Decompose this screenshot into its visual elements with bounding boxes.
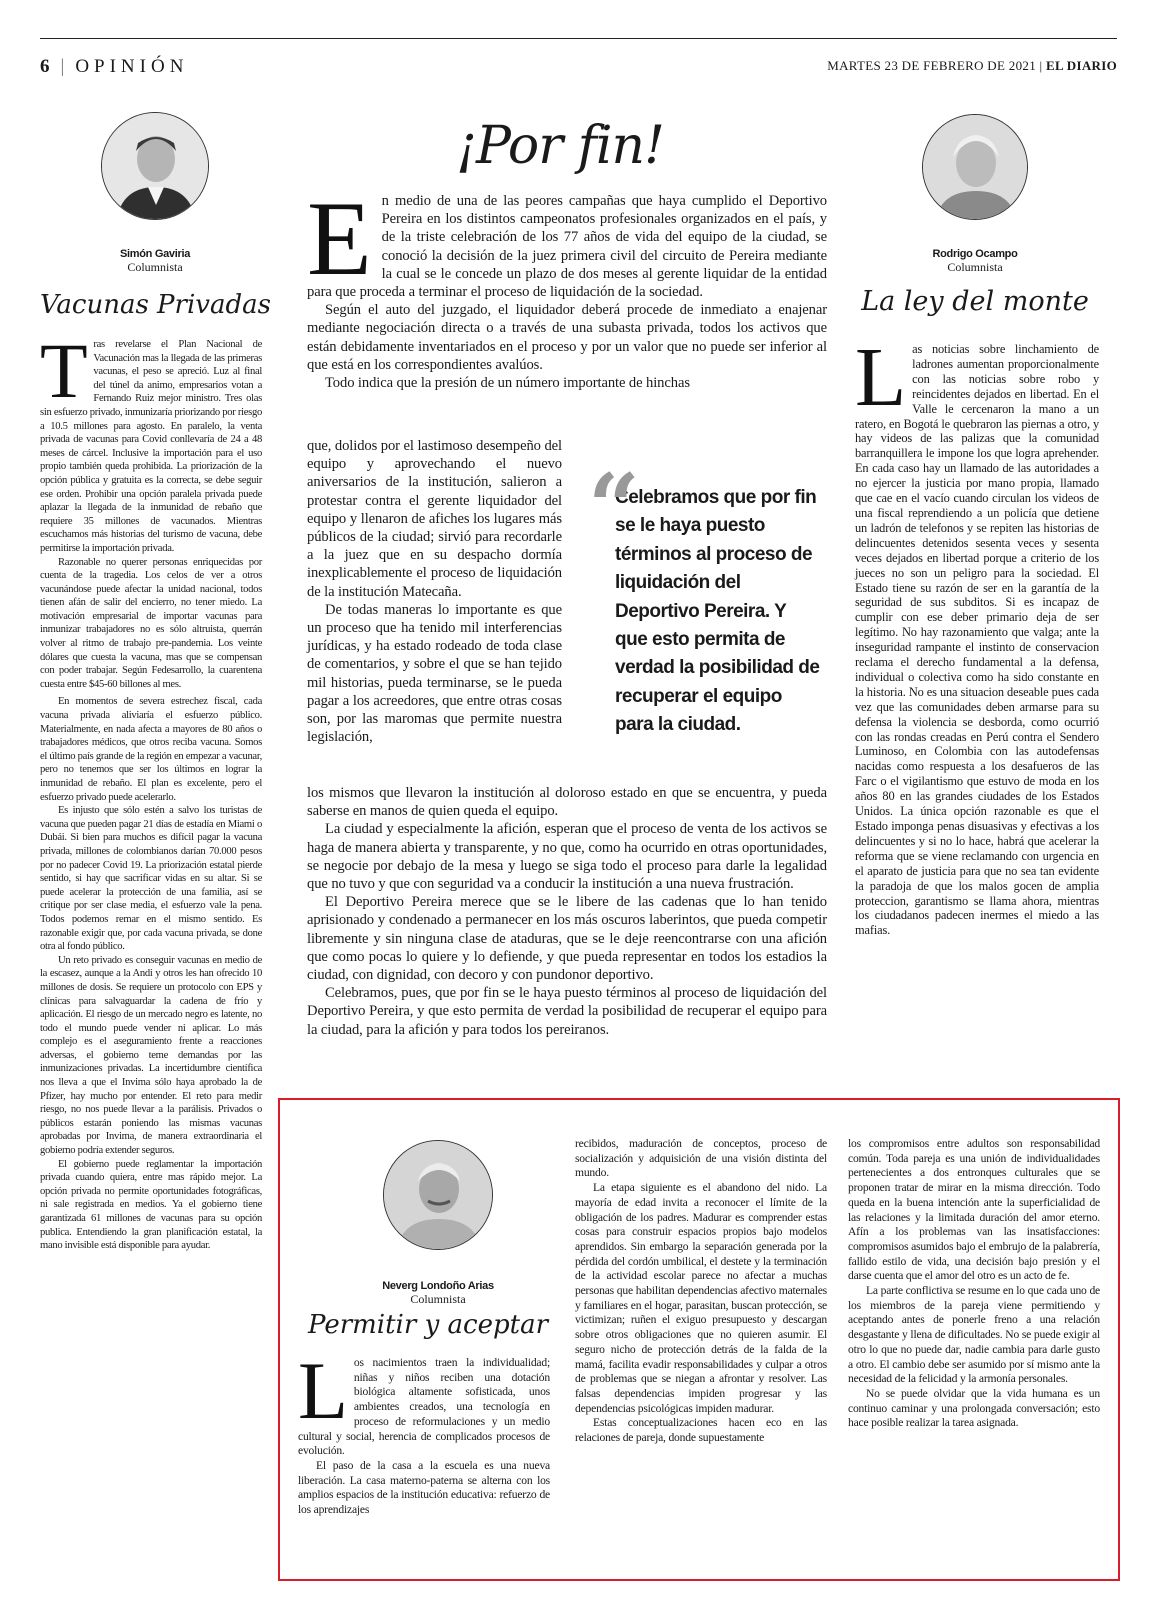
paragraph: Un reto privado es conseguir vacunas en medio de la escasez, aunque a la Andi y otros les han ofrecido 10 millones de dosis. Se requiere un protocolo con EPS y clínicas para salvaguardar la cadena de frío y aplicación. El riesgo de un mercado negro es latente, no todo el mundo puede vender ni aplicar. Lo más complejo es el aseguramiento frente a reacciones adversas, el gobierno teme demandas por las inmunizaciones privadas. La incertidumbre científica nos lleva a que el Invima sólo haya aprobado la de Pfizer, hay mucho por entender. El reto para medir riesgo, no nos puede llevar a la parálisis. Privados o públicos estarán poniendo las mismas vacunas aprobadas por Invima, de manera extraordinaria el gobierno podría extender seguros. <box>40 954 262 1157</box>
dropcap: L <box>855 331 907 424</box>
section-name: OPINIÓN <box>75 56 189 77</box>
headline-left: Vacunas Privadas <box>40 290 271 320</box>
portrait-icon <box>384 1141 493 1250</box>
paragraph: que, dolidos por el lastimoso desempeño del equipo y aprovechando el nuevo aniversarios de la institución, salieron a protestar contra el gerente liquidador del equipo y llenaron de afiches los lugares más públicos de la ciudad; sirvió para recordarle a la juez que en su despacho dormía inexplicablemente el proceso de liquidación de la institución Matecaña. <box>307 438 562 600</box>
paragraph: recibidos, maduración de conceptos, proceso de socialización y adquisición de una visión distinta del mundo. <box>575 1137 827 1180</box>
pull-quote-text: Celebramos que por fin se le haya puesto términos al proceso de liquidación del Deportivo Pereira. Y que esto permita de verdad la posibilidad de recuperar el equipo para la ciudad. <box>615 487 820 736</box>
author-role: Columnista <box>127 260 183 274</box>
paragraph: Celebramos, pues, que por fin se le haya puesto términos al proceso de liquidación del Deportivo Pereira, y que esto permita de verdad la posibilidad de recuperar el equipo para la ciudad, para la afición y para todos los pereiranos. <box>307 985 827 1038</box>
folio-separator: | <box>60 56 66 77</box>
author-role: Columnista <box>947 260 1003 274</box>
article-bottom-col3 <box>848 1137 1100 1431</box>
article-right <box>855 331 1099 938</box>
headline-right: La ley del monte <box>861 286 1089 317</box>
dropcap: T <box>40 327 88 414</box>
article-bottom-col1 <box>298 1345 550 1518</box>
paragraph: Según el auto del juzgado, el liquidador deberá procede de inmediato a enajenar mediante negociación directa o a través de una subasta privada, todos los activos que están debidamente inventariados en el proceso y por un valor que no puede ser inferior al que está en los correspondientes avalúos. <box>307 302 827 373</box>
page-number: 6 <box>40 56 51 77</box>
paragraph: n medio de una de las peores campañas que haya cumplido el Deportivo Pereira en los distintos campeonatos profesionales organizados en el país, y de la triste celebración de los 77 años de vida del equipo de la ciudad, se conoció la decisión de la juez primera civil del circuito de Pereira mediante la cual se le concede un plazo de dos meses al gerente liquidar de la entidad para que proceda a terminar el proceso de liquidación de la sociedad. <box>307 193 827 301</box>
byline-right <box>880 248 1070 275</box>
pull-quote <box>588 454 820 740</box>
article-center-bottom <box>307 784 827 1039</box>
avatar-rodrigo-ocampo <box>922 114 1028 220</box>
author-name: Simón Gaviria <box>119 248 191 260</box>
paragraph: Todo indica que la presión de un número importante de hinchas <box>325 375 690 392</box>
issue-date: MARTES 23 DE FEBRERO DE 2021 <box>827 58 1036 73</box>
avatar-simon-gaviria <box>101 112 209 220</box>
article-left <box>40 327 262 1253</box>
paragraph: los compromisos entre adultos son responsabilidad común. Toda pareja es una unión de individualidades pertenecientes a dos entronques culturales que se proponen tratar de mirar en la misma dirección. Todo queda en la buena intención ante la superficialidad de las relaciones y la limitada duración del amor eterno. Afín a los problemas van las insatisfacciones: compromisos asumidos bajo el embrujo de la palabrería, fallido estilo de vida, una decisión bajo presión y el darse cuenta que el amor del otro es un acto de fe. <box>848 1137 1100 1283</box>
headline-bottom: Permitir y aceptar <box>308 1310 548 1340</box>
paragraph: as noticias sobre linchamiento de ladrones aumentan proporcionalmente con las noticias sobre robo y reincidentes dejados en libertad. En el Valle le cercenaron la mano a un ratero, en Bogotá le quebraron las piernas a otro, y hay videos de las palizas que la comunidad barranquillera le impone los que logra aprehender. En cada caso hay un llamado de las autoridades a no ejercer la justicia por mano propia, llamado que cae en el vacío cuando circulan los videos de una fiscal reprendiendo a un policía que detiene un ladrón de telefonos y se repiten las historias de delincuentes detenidos sesenta veces y sesenta veces dejados en libertad porque a criterio de los jueces no son un peligro para la sociedad. El Estado tiene su razón de ser en la garantía de la seguridad de sus subditos. Si es incapaz de cumplir con ese deber primario deja de ser legítimo. No hay razonamiento que valga; ante la inseguridad rampante el instinto de conservacion reclama el derecho fundamental a la defensa, individual o colectiva como ha sido constante en la historia. No es una situacion deseable pues cada vez que las comunidades deben armarse para su defensa la violencia se desborda, como ocurrió con las rondas creadas en Perú contra el Sendero Luminoso, en Colombia con las autodefensas nacidas como respuesta a los desafueros de las Farc o el vigilantismo que estuvo de moda en los años 80 en las grandes ciudades de los Estados Unidos. La única opción razonable es que el Estado imponga penas disuasivas y efectivas a los delincuentes y si no lo hace, habrá que acelerar la reforma que se viene reclamando con urgencia en el aparato de justicia para que no sea tan evidente la paradoja de que los malos gocen de amplia proteccion, garantismo se llama ahora, mientras los ciudadanos padecen inermes el miedo a las mafias. <box>855 342 1099 938</box>
quote-mark-icon: “ <box>588 454 640 560</box>
paragraph: El paso de la casa a la escuela es una nueva liberación. La casa materno-paterna se alterna con los amplios espacios de la institución educativa: refuerzo de los aprendizajes <box>298 1458 550 1517</box>
paragraph: De todas maneras lo importante es que un proceso que ha tenido mil interferencias jurídicas, y ha estado rodeado de toda clase de comentarios, y sobre el que se han tejido mil historias, pueda terminarse, se le pueda pagar a los acreedores, que entre otras cosas son, por las maromas que permite nuestra legislación, <box>307 601 562 746</box>
dropcap: L <box>298 1345 348 1436</box>
paragraph: ras revelarse el Plan Nacional de Vacunación mas la llegada de las primeras vacunas, el peso se apreció. Luz al final del túnel da animo, empresarios votan a Fernando Ruiz mejor ministro. Tres olas sin esfuerzo privado, inmunizaría priorizando por riesgo a 10.5 millones para agosto. En paralelo, la venta privada de vacunas para Covid conllevaría de 24 a 48 meses de cárcel. Inclusive la importación para el uso propio también queda prohibida. La priorización de la opción pública y gratuita es la correcta, se debe seguir ese orden. Prohibir una opción paralela privada puede aplazar la llegada de la inmunidad de rebaño que requiere 35 millones de vacunados. Mientras escuchamos más historias del turismo de vacuna, debe permitirse la importación privada. <box>40 339 262 554</box>
paragraph: os nacimientos traen la individualidad; niñas y niños reciben una dotación biológica altamente sofisticada, unos ambientes creados, una tecnología en proceso de reformulaciones y un medio cultural y social, herencia de complicados procesos de evolución. <box>298 1356 550 1458</box>
avatar-neverg-londono-arias <box>383 1140 493 1250</box>
paragraph: La etapa siguiente es el abandono del nido. La mayoría de edad invita a reconocer el límite de la obligación de los padres. Madurar es comprender estas cosas para construir espacios propios bajo modelos aprendidos. Sin embargo la separación generada por la pérdida del cordón umbilical, el destete y la terminación de la actividad escolar parece no afectar a muchas personas que habilitan dependencias afectivo maternales y familiares en el hogar, parasitan, buscan protección, se victimizan; ruñen el exiguo presupuesto y descargan sobre otros obligaciones que no quieren asumir. El seguro nicho de protección detrás de la falda de la mamá, facilita evadir responsabilidades y culpar a otros de problemas que se niegan a afrontar y resolver. Las falsas dependencias impiden progresar y las dependencias psicológicas impiden madurar. <box>575 1181 827 1415</box>
author-name: Neverg Londoño Arias <box>382 1280 494 1292</box>
paragraph: El gobierno puede reglamentar la importación privada cuando quiera, entre mas rápido mejor. La opción privada no permite oportunidades fotográficas, ni sale registrada en medios. Ya el gobierno tiene garantizada 61 millones de vacunas para su opción publica. Entendiendo la gran planificación estatal, la mano invisible está disponible para ayudar. <box>40 1158 262 1252</box>
portrait-icon <box>102 113 209 220</box>
article-bottom-col2 <box>575 1137 827 1446</box>
headline-center: ¡Por fin! <box>456 116 664 176</box>
paragraph: Razonable no querer personas enriquecidas por cuenta de la tragedia. Los celos de ver a otros vacunándose puede afectar la unidad nacional, todos tienen afán de salir del encierro, no tener miedo. La motivación empresarial de importar vacunas para inmunizar trabajadores no es sólo altruista, querrán volver al ritmo de trabajo pre-pandemia. Los veinte dólares que cuesta la vacuna, mas que se compensan con poder trabajar. Según Fedesarrollo, la cuarentena cuesta entre $45-60 billones al mes. <box>40 556 262 690</box>
paragraph: Estas conceptualizaciones hacen eco en las relaciones de pareja, donde supuestamente <box>575 1416 827 1445</box>
paragraph: En momentos de severa estrechez fiscal, cada vacuna privada aliviaría el esfuerzo público. Materialmente, en nada afecta a mayores de 80 años o trabajadores médicos, que otros reciba vacuna. Somos el último país grande de la región en empezar a vacunar, pero no tenemos que ser los últimos en lograr la inmunidad de rebaño. El plan es excelente, pero el esfuerzo privado puede acelerarlo. <box>40 696 262 803</box>
page-folio <box>40 56 188 78</box>
portrait-icon <box>923 115 1028 220</box>
dateline: MARTES 23 DE FEBRERO DE 2021 | EL DIARIO <box>827 58 1117 73</box>
top-rule <box>40 38 1117 39</box>
paragraph: No se puede olvidar que la vida humana es un continuo caminar y una prolongada conversación; esto hace posible realizar la tarea asignada. <box>848 1386 1100 1430</box>
paragraph: El Deportivo Pereira merece que se le libere de las cadenas que lo han tenido aprisionado y condenado a permanecer en los más oscuros laberintos, que pueda competir libremente y sin ninguna clase de ataduras, que se le deje reencontrarse con una afición que como pocas lo quiere y lo defiende, y que pueda representar en todos los estadios la ciudad, con dignidad, con decoro y con pundonor deportivo. <box>307 894 827 984</box>
byline-left <box>60 248 250 275</box>
dropcap: E <box>307 180 372 297</box>
newspaper-name: EL DIARIO <box>1046 58 1117 73</box>
paragraph: La ciudad y especialmente la afición, esperan que el proceso de venta de los activos se haga de manera abierta y transparente, y no que, como ha ocurrido en otras oportunidades, se negocie por debajo de la mesa y luego se siga todo el proceso para darle la legalidad que no tuvo y que con seguridad va a conducir la institución a una nueva frustración. <box>307 821 827 893</box>
article-center-top <box>307 180 827 392</box>
paragraph: los mismos que llevaron la institución al doloroso estado en que se encuentra, y pueda saberse en manos de quien queda el equipo. <box>307 785 827 820</box>
article-center-narrow <box>307 437 562 746</box>
author-role: Columnista <box>410 1292 466 1306</box>
byline-bottom <box>340 1280 536 1307</box>
paragraph: La parte conflictiva se resume en lo que cada uno de los miembros de la pareja viene permitiendo y aceptando antes de ponerle freno a una relación desgastante y llena de dificultades. No se puede exigir al otro lo que no puede dar, nadie cambia para darle gusto a otro. El cambio debe ser asumido por sí mismo ante la necesidad de la felicidad y la armonía personales. <box>848 1284 1100 1386</box>
author-name: Rodrigo Ocampo <box>932 248 1018 260</box>
paragraph: Es injusto que sólo estén a salvo los turistas de vacuna que pueden pagar 21 días de estadía en Miami o Dubái. Si bien para muchos es difícil pagar la vacuna privada, millones de colombianos darían 70.000 pesos por no padecer Covid 19. La priorización estatal pierde sentido, si hay que sacrificar vidas en su altar. Si se puede acelerar la protección de una familia, así se critique por ser clase media, el esfuerzo vale la pena. Todos podemos remar en el mismo sentido. Es razonable exigir que, por cada vacuna privada, se done otra al fondo público. <box>40 805 262 953</box>
